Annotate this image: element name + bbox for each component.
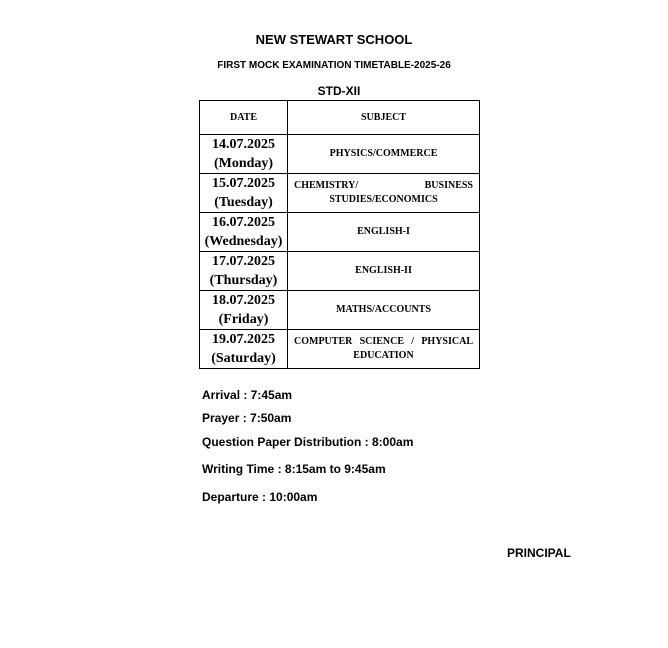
- timetable: [199, 100, 480, 369]
- table-row: [200, 291, 480, 330]
- subject-cell: MATHS/ACCOUNTS: [288, 291, 480, 330]
- date-text: 15.07.2025: [212, 176, 275, 191]
- arrival-time: Arrival : 7:45am: [202, 388, 293, 402]
- date-text: 14.07.2025: [212, 137, 275, 152]
- table-row: [200, 330, 480, 369]
- day-text: (Monday): [213, 156, 274, 171]
- exam-title: FIRST MOCK EXAMINATION TIMETABLE-2025-26: [217, 60, 451, 71]
- subject-cell: PHYSICS/COMMERCE: [288, 135, 480, 174]
- table-row: [200, 174, 480, 213]
- date-cell: [200, 330, 288, 369]
- principal-signature-label: PRINCIPAL: [507, 546, 571, 560]
- day-text: (Thursday): [209, 273, 278, 288]
- table-row: [200, 213, 480, 252]
- date-cell: [200, 252, 288, 291]
- column-header-subject: SUBJECT: [288, 101, 480, 135]
- column-header-date: DATE: [200, 101, 288, 135]
- subject-cell: ENGLISH-I: [288, 213, 480, 252]
- school-name: NEW STEWART SCHOOL: [255, 32, 413, 47]
- departure-time: Departure : 10:00am: [202, 490, 318, 504]
- date-cell: [200, 174, 288, 213]
- day-text: (Friday): [218, 312, 269, 327]
- date-cell: [200, 213, 288, 252]
- subject-cell: CHEMISTRY/ BUSINESS STUDIES/ECONOMICS: [288, 174, 480, 213]
- date-text: 19.07.2025: [212, 332, 275, 347]
- prayer-time: Prayer : 7:50am: [202, 411, 292, 425]
- distribution-time: Question Paper Distribution : 8:00am: [202, 435, 414, 449]
- date-text: 17.07.2025: [212, 254, 275, 269]
- date-text: 16.07.2025: [212, 215, 275, 230]
- date-cell: [200, 135, 288, 174]
- table-row: [200, 252, 480, 291]
- writing-time: Writing Time : 8:15am to 9:45am: [202, 462, 386, 476]
- table-row: [200, 135, 480, 174]
- standard-label: STD-XII: [317, 84, 361, 98]
- table-header-row: [200, 101, 480, 135]
- subject-cell: ENGLISH-II: [288, 252, 480, 291]
- subject-cell: COMPUTER SCIENCE / PHYSICAL EDUCATION: [288, 330, 480, 369]
- day-text: (Saturday): [211, 351, 276, 366]
- day-text: (Tuesday): [214, 195, 273, 210]
- date-cell: [200, 291, 288, 330]
- date-text: 18.07.2025: [212, 293, 275, 308]
- day-text: (Wednesday): [204, 234, 283, 249]
